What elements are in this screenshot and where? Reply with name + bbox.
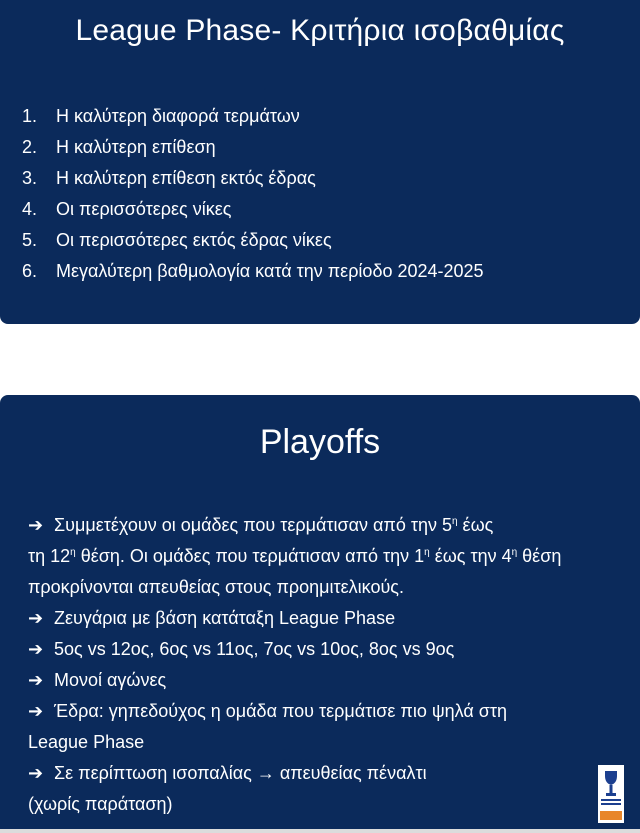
arrow-right-icon: ➔ <box>28 515 44 535</box>
text-line: (χωρίς παράταση) <box>28 794 173 814</box>
arrow-right-icon: ➔ <box>28 639 44 659</box>
playoffs-content <box>28 510 610 820</box>
slide-league-phase <box>0 0 640 324</box>
arrow-right-icon: ➔ <box>28 763 44 783</box>
list-item: 1. Η καλύτερη διαφορά τερμάτων <box>22 106 300 126</box>
bullet-tie: ➔ Σε περίπτωση ισοπαλίας → απευθείας πέναλτι <box>28 758 610 789</box>
bullet-matchups: ➔ 5ος vs 12ος, 6ος vs 11ος, 7ος vs 10ος, 8ος vs 9ος <box>28 634 610 665</box>
arrow-small-icon: → <box>256 763 275 783</box>
list-item: 6. Μεγαλύτερη βαθμολογία κατά την περίοδο 2024-2025 <box>22 261 484 281</box>
cup-logo-icon <box>598 765 624 823</box>
bullet-participation: ➔ Συμμετέχουν οι ομάδες που τερμάτισαν από την $5^\eta$ έως <box>28 510 610 541</box>
text-line: League Phase <box>28 732 145 752</box>
bullet-single-games: ➔ Μονοί αγώνες <box>28 665 610 696</box>
arrow-right-icon: ➔ <box>28 608 44 628</box>
list-item: 2. Η καλύτερη επίθεση <box>22 137 216 157</box>
text-line: τη $12^\eta$ θέση. Οι ομάδες που τερμάτισαν από την $1^\eta$ έως την $4^\eta$ θέση <box>28 546 562 566</box>
list-item: 5. Οι περισσότερες εκτός έδρας νίκες <box>22 230 332 250</box>
slide-title: League Phase- Κριτήρια ισοβαθμίας <box>75 14 565 47</box>
list-item: 3. Η καλύτερη επίθεση εκτός έδρας <box>22 168 316 188</box>
list-item: 4. Οι περισσότερες νίκες <box>22 199 232 219</box>
slide-title: Playoffs <box>259 423 381 461</box>
bottom-bar <box>0 829 640 833</box>
bullet-pairing: ➔ Ζευγάρια με βάση κατάταξη League Phase <box>28 603 610 634</box>
arrow-right-icon: ➔ <box>28 701 44 721</box>
text-line: προκρίνονται απευθείας στους προημιτελικούς. <box>28 577 404 597</box>
bullet-venue: ➔ Έδρα: γηπεδούχος η ομάδα που τερμάτισε πιο ψηλά στη <box>28 696 610 727</box>
arrow-right-icon: ➔ <box>28 670 44 690</box>
tiebreak-criteria-list <box>22 102 484 288</box>
slide-playoffs <box>0 395 640 833</box>
